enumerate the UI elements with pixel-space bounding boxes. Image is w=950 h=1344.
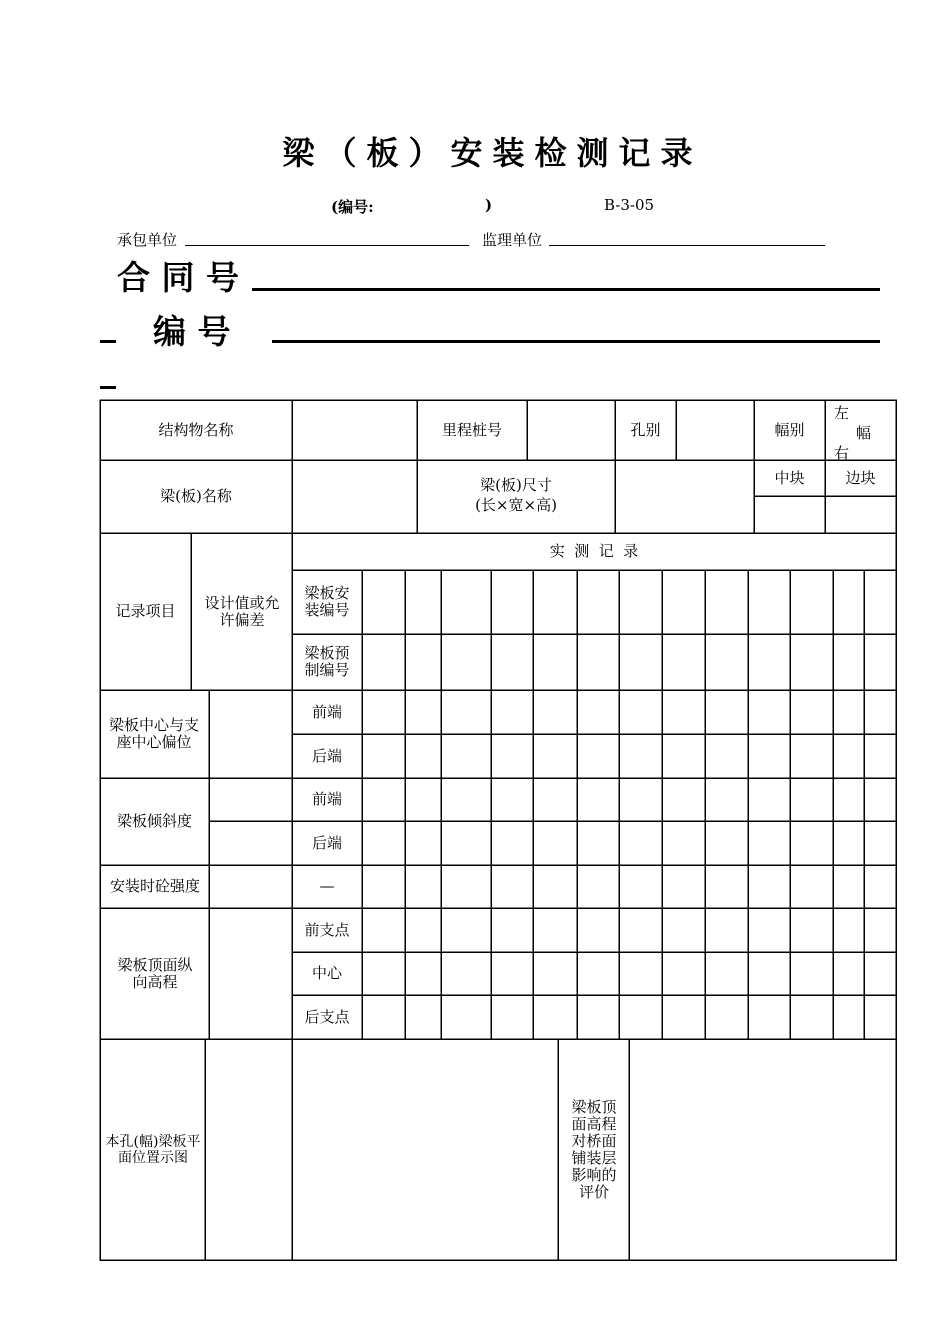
tilt-back-end: 后端	[311, 833, 342, 852]
center-offset-back-end: 后端	[311, 746, 342, 765]
span-label: 孔别	[630, 420, 661, 439]
back-support-label: 后支点	[304, 1007, 350, 1026]
concrete-strength-dash: —	[319, 877, 335, 895]
code-label: (编号:	[331, 198, 374, 216]
design-value-label: 设计值或允许偏差	[204, 593, 280, 629]
side-right: 右	[834, 444, 850, 462]
top-elevation-label: 梁板顶面纵向高程	[117, 955, 193, 991]
side-left: 左	[834, 404, 850, 422]
concrete-strength-label: 安装时砼强度	[109, 877, 200, 895]
number-label: 编 号	[153, 312, 231, 351]
mileage-label: 里程桩号	[441, 420, 502, 439]
precast-number-label: 梁板预制编号	[304, 644, 350, 679]
center-label: 中心	[311, 964, 342, 982]
edge-block-label: 边块	[845, 468, 876, 487]
middle-block-label: 中块	[774, 468, 805, 487]
evaluation-label: 梁板顶面高程对桥面铺装层影响的评价	[571, 1097, 617, 1201]
center-offset-front-end: 前端	[311, 702, 342, 721]
structure-name-label: 结构物名称	[158, 420, 234, 439]
beam-size-label: 梁(板)尺寸	[480, 475, 552, 494]
install-number-label: 梁板安装编号	[304, 584, 350, 619]
tilt-front-end: 前端	[311, 790, 342, 808]
supervisor-label: 监理单位	[482, 231, 543, 249]
front-support-label: 前支点	[304, 920, 350, 939]
width-label: 幅别	[774, 420, 805, 439]
page-title: 梁（板）安装检测记录	[282, 134, 703, 172]
record-item-label: 记录项目	[115, 602, 176, 620]
contract-label: 合 同 号	[117, 258, 239, 297]
code-close: )	[485, 196, 493, 214]
form-number: B-3-05	[604, 196, 655, 214]
center-offset-label: 梁板中心与支座中心偏位	[108, 716, 199, 751]
side-width: 幅	[856, 424, 872, 442]
plan-position-label: 本孔(幅)梁板平面位置示图	[105, 1133, 201, 1166]
beam-name-label: 梁(板)名称	[160, 487, 232, 505]
beam-size-dimensions: (长×宽×高)	[475, 495, 557, 514]
contractor-label: 承包单位	[117, 231, 178, 249]
tilt-label: 梁板倾斜度	[116, 812, 192, 830]
measured-record-header: 实 测 记 录	[549, 542, 639, 560]
